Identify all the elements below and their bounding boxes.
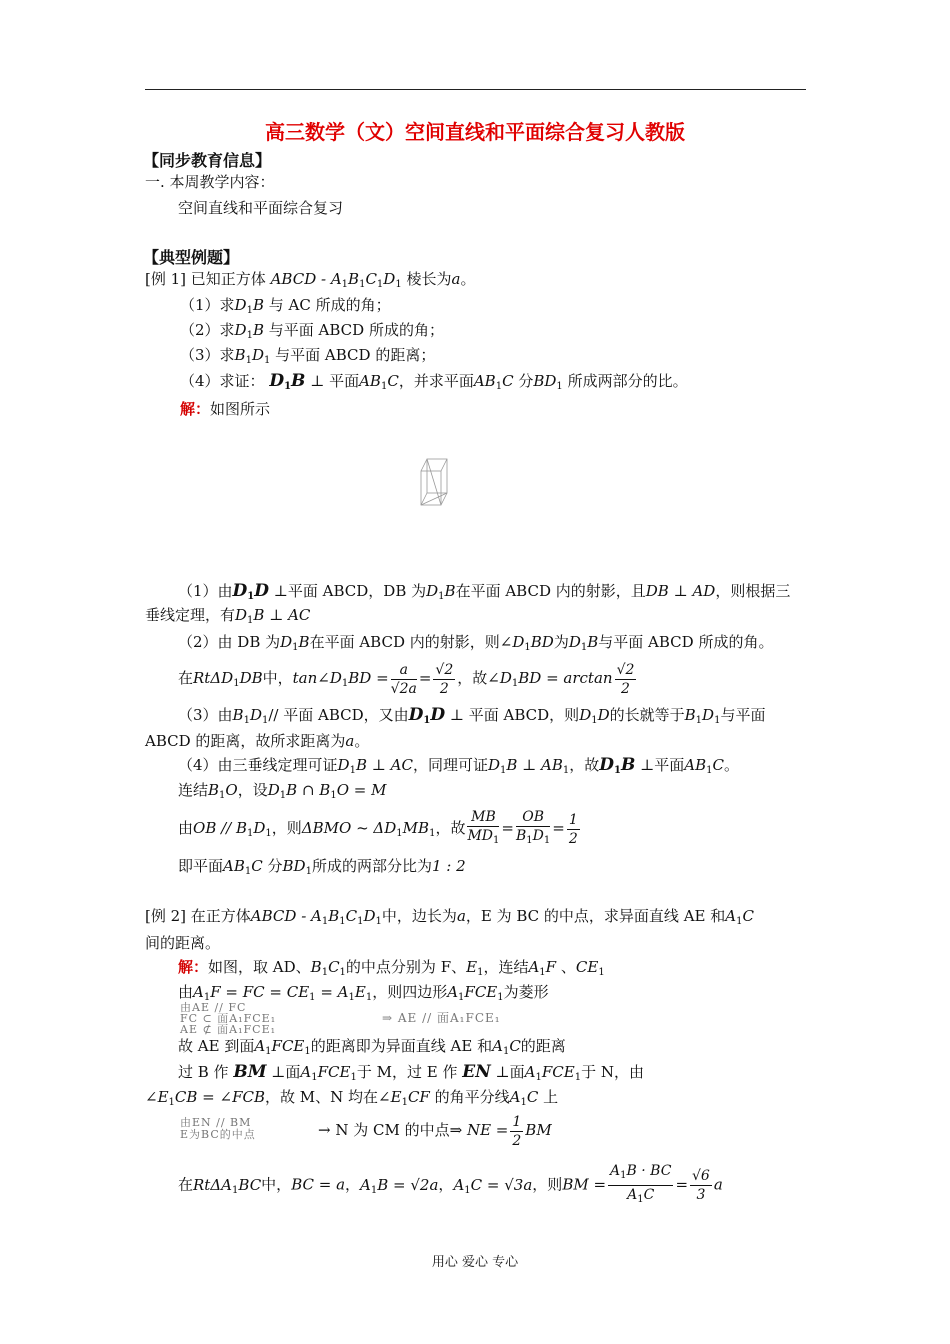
ex2-intro: [例 2] 在正方体ABCD - $A_1B_1C_1D_1$中，边长为a，E 为 BC 的中点，求异面直线 AE 和$A_1C$ <box>145 907 754 927</box>
ex2-l7: → N 为 CM 的中点⇒ NE = $\frac{1}{2}$ BM <box>318 1113 552 1149</box>
ex1-s4: （4）由三垂线定理可证$D_1B$ ⊥ AC，同理可证$D_1B$ ⊥ $AB_1$，故$D_1B$ ⊥平面$AB_1C$。 <box>178 755 739 776</box>
ex1-s4-connect: 连结$B_1O$，设$D_1B$ ∩ $B_1O = M$ <box>178 781 387 801</box>
header-rule <box>145 89 806 90</box>
page-title: 高三数学（文）空间直线和平面综合复习人教版 <box>265 120 685 144</box>
ex1-solution-label: 解：如图所示 <box>180 400 271 418</box>
ex2-l4: 故 AE 到面$A_1FCE_1$的距离即为异面直线 AE 和$A_1C$的距离 <box>178 1037 566 1057</box>
ex1-s4-conclusion: 即平面$AB_1C$ 分$BD_1$所成的两部分比为1 : 2 <box>178 857 466 877</box>
ex1-s1-cont: 垂线定理，有$D_1B$ ⊥ AC <box>145 606 311 626</box>
ex1-s2: （2）由 DB 为$D_1B$在平面 ABCD 内的射影，则$\angle D_1BD$为$D_1B$与平面 ABCD 所成的角。 <box>178 633 774 653</box>
ex2-intro-cont: 间的距离。 <box>145 934 221 952</box>
section-sync-info: 【同步教育信息】 <box>143 151 272 170</box>
ex1-s3-cont: ABCD 的距离，故所求距离为a。 <box>145 732 370 750</box>
ex2-scan-system: 由AE // FC FC ⊂ 面A₁FCE₁ AE ⊄ 面A₁FCE₁ <box>180 1001 277 1036</box>
ex2-l2: 由$A_1F$ = FC = $CE_1 = A_1E_1$，则四边形$A_1FCE_1$为菱形 <box>178 983 549 1003</box>
ex1-s4-ratio: 由OB // $B_1D_1$，则ΔBMO ~ $\Delta D_1MB_1$，故 $\frac{MB}{MD_1}$ = $\frac{OB}{B_1D_1}$ = $\frac{1}{2}$ <box>178 809 578 847</box>
ex1-s2-formula: 在RtΔD$_1$DB中，$\tan\angle D_1BD$ = $\frac{a}{√2a}$ = $\frac{√2}{2}$ ，故$\angle D_1BD = \arctan$ $\frac{√2}{2}$ <box>178 661 635 697</box>
ex2-l6: $\angle E_1CB$ = ∠FCB，故 M、N 均在$\angle E_1CF$ 的角平分线$A_1C$ 上 <box>145 1088 559 1108</box>
ex2-scan-implication: ⇒ AE // 面A₁FCE₁ <box>382 1011 501 1025</box>
section-typical-examples: 【典型例题】 <box>143 248 240 267</box>
ex1-q4: （4）求证： $D_1B$ ⊥ 平面$AB_1C$，并求平面$AB_1C$ 分$BD_1$ 所成两部分的比。 <box>180 371 688 392</box>
ex2-l5: 过 B 作 BM ⊥面$A_1FCE_1$于 M，过 E 作 EN ⊥面$A_1FCE_1$于 N，由 <box>178 1062 644 1083</box>
ex1-q3: （3）求$B_1D_1$ 与平面 ABCD 的距离； <box>180 346 436 366</box>
ex1-q1: （1）求$D_1B$ 与 AC 所成的角； <box>180 296 391 316</box>
ex1-s3: （3）由$B_1D_1//$ 平面 ABCD，又由$D_1D$ ⊥ 平面 ABCD，则$D_1D$的长就等于$B_1D_1$与平面 <box>178 705 766 726</box>
ex2-l1: 解：如图，取 AD、$B_1C_1$的中点分别为 F、$E_1$，连结$A_1F$ 、$CE_1$ <box>178 958 605 978</box>
ex1-s1: （1）由$D_1D$ ⊥平面 ABCD，DB 为$D_1B$在平面 ABCD 内的射影，且DB ⊥ AD，则根据三 <box>178 581 791 602</box>
cube-figure <box>415 453 455 511</box>
ex1-intro: [例 1] 已知正方体 ABCD - $A_1B_1C_1D_1$ 棱长为a。 <box>145 270 476 290</box>
page-footer: 用心 爱心 专心 <box>431 1255 519 1270</box>
ex2-scan-system2: 由EN // BM E为BC的中点 <box>180 1116 256 1141</box>
ex1-q2: （2）求$D_1B$ 与平面 ABCD 所成的角； <box>180 321 444 341</box>
ex2-l8: 在RtΔA$_1$BC中，BC = a，$A_1B = √2a$，$A_1C = √3a$，则BM = $\frac{A_1B \cdot BC}{A_1C}$ = $\frac{√6}{3}$ a <box>178 1163 723 1205</box>
content-header: 一. 本周教学内容： <box>145 173 275 191</box>
content-topic: 空间直线和平面综合复习 <box>178 199 344 217</box>
